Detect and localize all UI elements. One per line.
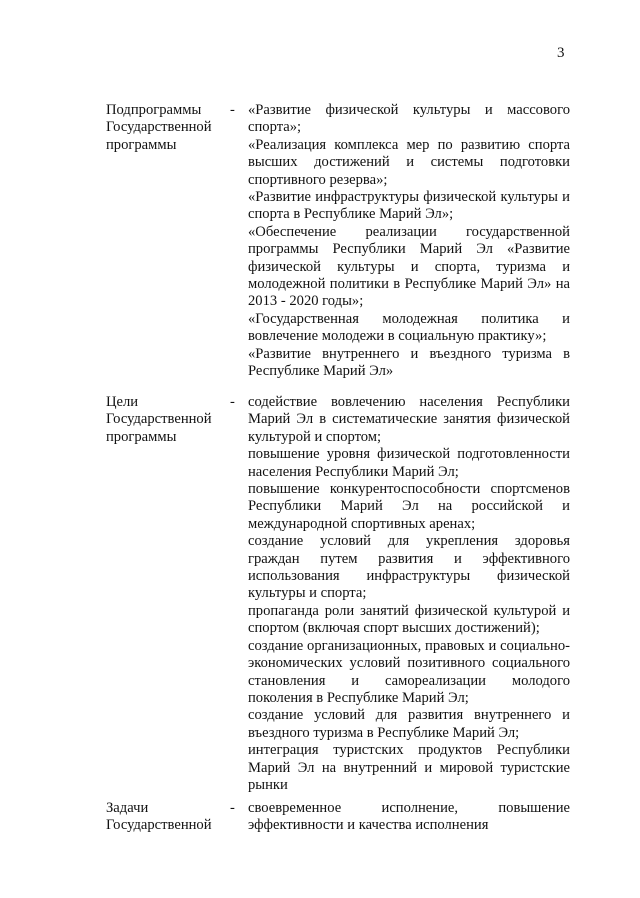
section-label — [106, 800, 231, 835]
separator-dash: - — [230, 102, 235, 118]
subprogram-item: «Обеспечение реализации государственной программы Республики Марий Эл «Развитие физической культуры и спорта, туризма и молодежной политики в Республике Марий Эл» на 2013 - 2020 годы»; — [248, 223, 570, 310]
subprogram-item: «Развитие инфраструктуры физической культуры и спорта в Республике Марий Эл»; — [248, 189, 570, 223]
goal-item: повышение уровня физической подготовленности населения Республики Марий Эл; — [248, 446, 570, 480]
section-label — [106, 102, 231, 154]
section-content — [248, 394, 570, 794]
goal-item: повышение конкурентоспособности спортсменов Республики Марий Эл на российской и международной спортивных аренах; — [248, 481, 570, 532]
separator-dash: - — [230, 800, 235, 816]
section-content — [248, 800, 570, 835]
subprogram-item: «Государственная молодежная политика и вовлечение молодежи в социальную практику»; — [248, 310, 570, 345]
subprogram-item: «Развитие физической культуры и массового спорта»; — [248, 102, 570, 136]
page-number: 3 — [557, 45, 565, 61]
task-item: своевременное исполнение, повышение эффективности и качества исполнения — [248, 800, 570, 834]
separator-dash: - — [230, 394, 235, 410]
label-line: Задачи — [106, 800, 149, 816]
label-line: программы — [106, 428, 177, 445]
goal-item: создание условий для укрепления здоровья граждан путем развития и эффективного использования инфраструктуры физической культуры и спорта; — [248, 533, 570, 602]
label-line: Государственной — [106, 119, 212, 136]
goal-item: создание организационных, правовых и социально-экономических условий позитивного социального становления и самореализации молодого поколения в Республике Марий Эл; — [248, 637, 570, 706]
goal-item: пропаганда роли занятий физической культурой и спортом (включая спорт высших достижений); — [248, 602, 570, 637]
label-line: Государственной — [106, 411, 212, 428]
label-line: Подпрограммы — [106, 102, 202, 118]
section-label — [106, 394, 231, 446]
label-line: программы — [106, 136, 177, 153]
goal-item: создание условий для развития внутреннего и въездного туризма в Республике Марий Эл; — [248, 707, 570, 741]
subprogram-item: «Реализация комплекса мер по развитию спорта высших достижений и системы подготовки спортивного резерва»; — [248, 136, 570, 188]
label-line: Государственной — [106, 817, 212, 834]
goal-item: интеграция туристских продуктов Республики Марий Эл на внутренний и мировой туристские рынки — [248, 742, 570, 793]
goal-item: содействие вовлечению населения Республики Марий Эл в систематические занятия физической культурой и спортом; — [248, 394, 570, 445]
subprogram-item: «Развитие внутреннего и въездного туризма в Республике Марий Эл» — [248, 345, 570, 380]
section-content — [248, 102, 570, 381]
label-line: Цели — [106, 394, 139, 410]
